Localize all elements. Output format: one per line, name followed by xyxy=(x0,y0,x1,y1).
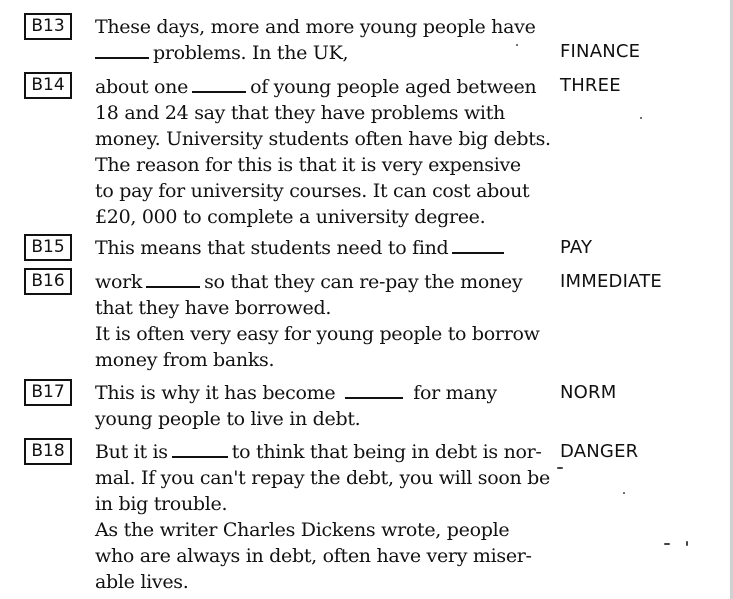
text-line xyxy=(95,204,520,230)
text-line xyxy=(95,269,523,295)
text-line xyxy=(95,178,530,204)
task-text xyxy=(95,14,536,66)
task-label: B16 xyxy=(24,268,72,295)
root-word: DANGER xyxy=(560,441,639,462)
text-segment: The reason for this is that it is very expensive xyxy=(95,154,521,176)
text-segment: As the writer Charles Dickens wrote, people xyxy=(95,519,510,541)
answer-blank[interactable] xyxy=(172,439,228,458)
text-segment: for many xyxy=(413,382,497,404)
text-line xyxy=(95,295,520,321)
task-label: B14 xyxy=(24,72,72,99)
text-segment: young people to live in debt. xyxy=(95,408,361,430)
text-segment: of young people aged between xyxy=(250,76,537,98)
scan-speck xyxy=(640,117,642,119)
task-label: B13 xyxy=(24,13,72,40)
text-segment: able lives. xyxy=(95,571,189,593)
answer-blank[interactable] xyxy=(452,235,504,254)
text-line xyxy=(95,569,520,595)
root-word: THREE xyxy=(560,75,621,96)
text-segment: But it is xyxy=(95,441,168,463)
text-segment: This means that students need to find xyxy=(95,237,449,259)
text-line xyxy=(95,380,520,406)
text-segment: so that they can re-pay the money xyxy=(204,271,523,293)
text-line xyxy=(95,517,520,543)
text-segment: to think that being in debt is nor- xyxy=(231,441,542,463)
text-line xyxy=(95,321,540,347)
task-label: B17 xyxy=(24,379,72,406)
root-word: FINANCE xyxy=(560,41,641,62)
scan-speck xyxy=(664,543,670,545)
text-segment: that they have borrowed. xyxy=(95,297,332,319)
text-segment: mal. If you can't repay the debt, you will soon be xyxy=(95,467,550,489)
root-word: IMMEDIATE xyxy=(560,271,662,292)
task-label: B15 xyxy=(24,234,72,261)
answer-blank[interactable] xyxy=(345,380,403,399)
scan-speck xyxy=(557,467,563,469)
text-line xyxy=(95,100,520,126)
task-label: B18 xyxy=(24,438,72,465)
scan-speck xyxy=(623,492,625,494)
text-segment: work xyxy=(95,271,143,293)
text-line xyxy=(95,40,520,66)
text-segment: money from banks. xyxy=(95,349,275,371)
text-segment: These days, more and more young people have xyxy=(95,16,536,38)
text-segment: 18 and 24 say that they have problems with xyxy=(95,102,505,124)
text-line xyxy=(95,14,536,40)
text-segment: money. University students often have big debts. xyxy=(95,128,551,150)
text-line xyxy=(95,126,551,152)
text-segment: £20, 000 to complete a university degree. xyxy=(95,206,486,228)
task-text xyxy=(95,269,540,373)
answer-blank[interactable] xyxy=(146,269,200,288)
root-word: PAY xyxy=(560,237,593,258)
text-segment: in big trouble. xyxy=(95,493,228,515)
text-line xyxy=(95,74,537,100)
answer-blank[interactable] xyxy=(192,74,246,93)
text-line xyxy=(95,465,550,491)
task-text xyxy=(95,235,520,261)
text-line xyxy=(95,152,520,178)
text-segment: It is often very easy for young people to borrow xyxy=(95,323,540,345)
scan-speck xyxy=(686,541,688,546)
text-segment: This is why it has become xyxy=(95,382,336,404)
scan-speck xyxy=(516,44,518,46)
text-segment: problems. In the UK, xyxy=(153,42,349,64)
task-text xyxy=(95,439,550,595)
text-segment: about one xyxy=(95,76,189,98)
text-line xyxy=(95,543,532,569)
text-line xyxy=(95,406,520,432)
task-text xyxy=(95,380,520,432)
text-line xyxy=(95,491,520,517)
root-word: NORM xyxy=(560,382,617,403)
text-line xyxy=(95,347,520,373)
text-line xyxy=(95,439,542,465)
text-line xyxy=(95,235,520,261)
task-text xyxy=(95,74,551,230)
answer-blank[interactable] xyxy=(95,40,149,59)
text-segment: who are always in debt, often have very miser- xyxy=(95,545,532,567)
text-segment: to pay for university courses. It can cost about xyxy=(95,180,530,202)
